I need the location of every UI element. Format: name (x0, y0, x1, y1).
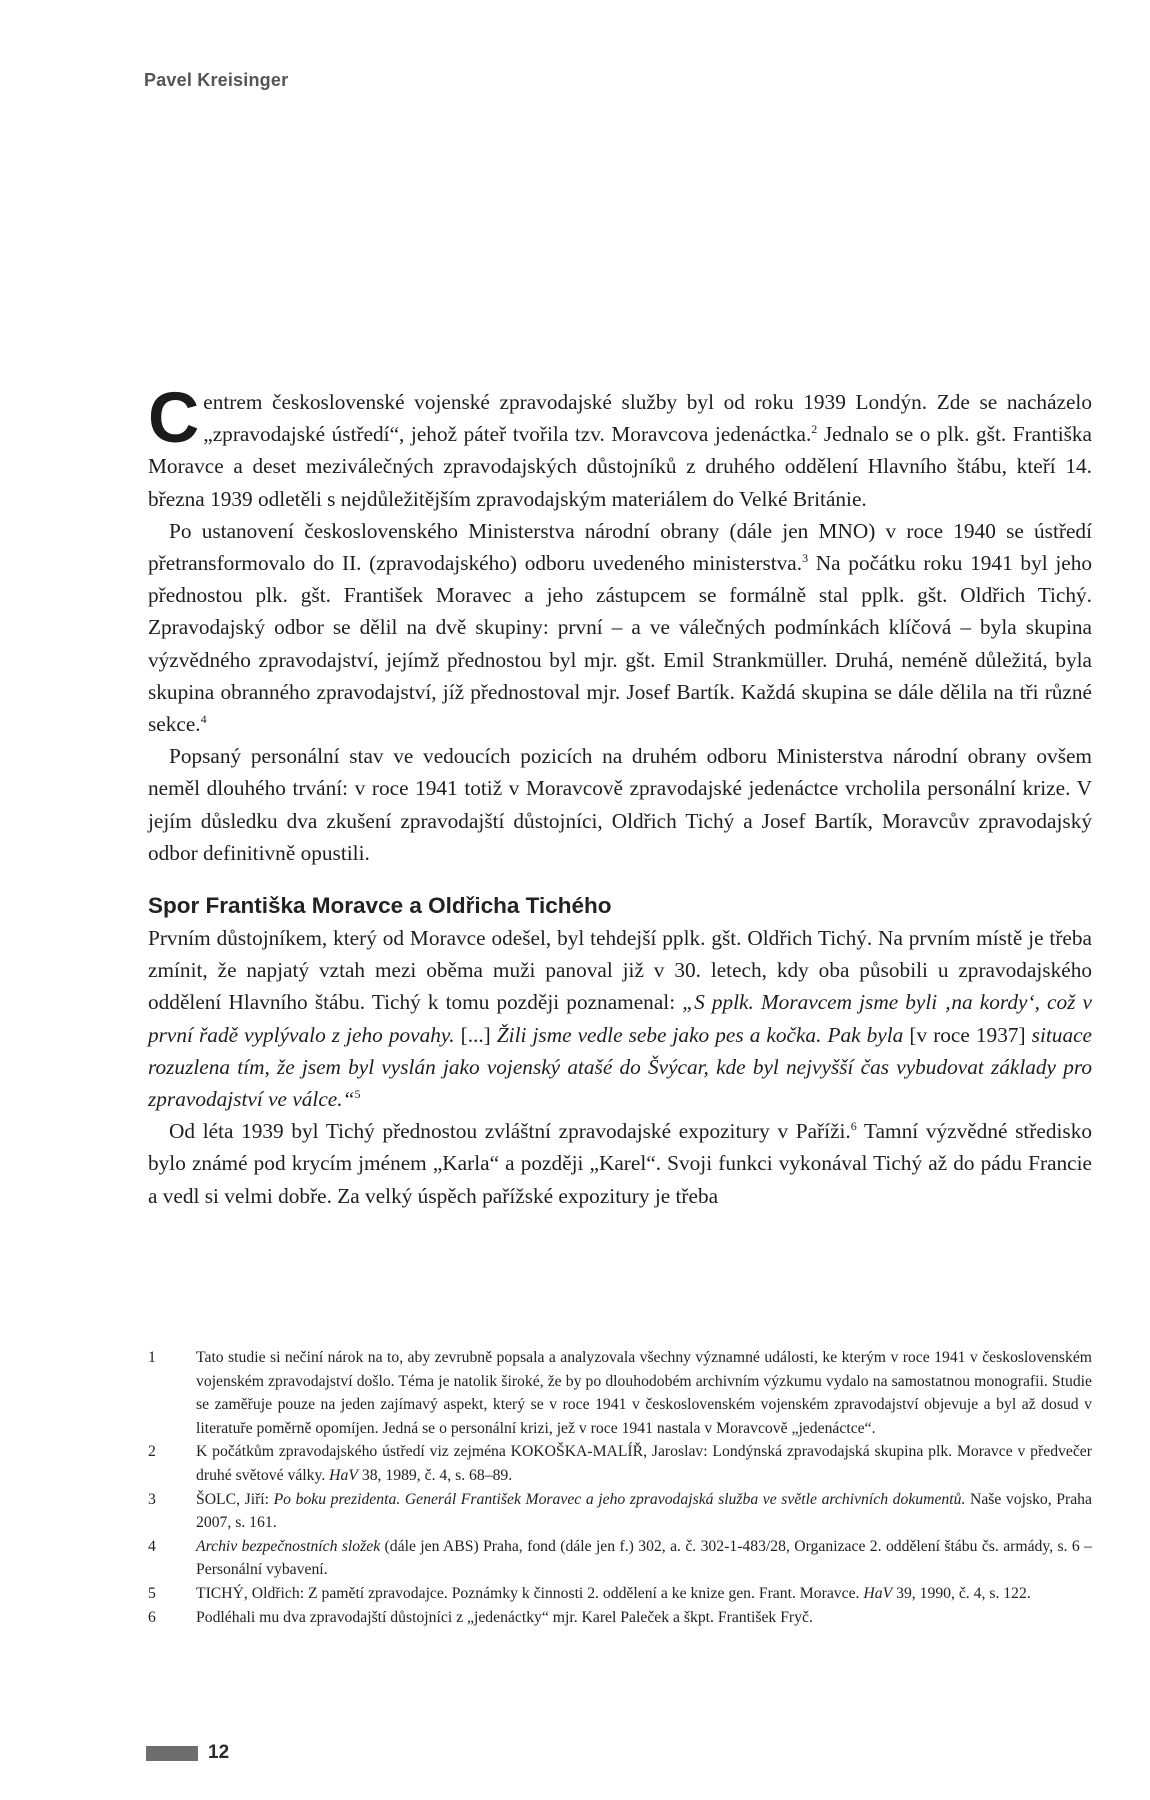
footnote (148, 1488, 1092, 1535)
page-number: 12 (208, 1742, 230, 1763)
text-run: [...] (454, 1022, 497, 1047)
footnote-text (196, 1440, 1092, 1487)
folio (146, 1742, 229, 1764)
text-run: (dále jen ABS) Praha, fond (dále jen f.) 302, a. č. 302-1-483/28, Organizace 2. oddělení štábu čs. armády, s. 6 – Personální vybavení. (196, 1537, 1092, 1579)
quote-run: Žili jsme vedle sebe jako pes a kočka. Pak byla (496, 1022, 904, 1047)
text-run: Podléhali mu dva zpravodajští důstojníci z „jedenáctky“ mjr. Karel Paleček a škpt. František Fryč. (196, 1608, 813, 1626)
quote-close: “ (342, 1087, 355, 1112)
text-run: entrem československé vojenské zpravodajské služby byl od roku 1939 Londýn. Zde se nacházelo „zpravodajské ústředí“, jehož páteř tvořila tzv. Moravcova jedenáctka. (203, 390, 1092, 447)
footnote (148, 1582, 1092, 1606)
text-run: Po ustanovení československého Ministerstva národní obrany (dále jen MNO) v roce 1940 se ústředí přetransformovalo do II. (zpravodajského) odboru uvedeného ministerstva. (148, 518, 1092, 576)
running-head: Pavel Kreisinger (144, 70, 289, 90)
footnote (148, 1606, 1092, 1630)
footnote-ref-6: 6 (850, 1119, 857, 1134)
text-run: Prvním důstojníkem, který od Moravce odešel, byl tehdejší pplk. gšt. Oldřich Tichý. Na prvním místě je třeba zmínit, že napjatý vztah mezi oběma muži panoval již v 30. letech, kdy oba působili u zpravodajského oddělení Hlavního štábu. Tichý k tomu později poznamenal: (148, 926, 1092, 1015)
text-run: Od léta 1939 byl Tichý přednostou zvláštní zpravodajské expozitury v Paříži. (169, 1119, 851, 1144)
footnote-ref-4: 4 (200, 712, 207, 727)
folio-bar (146, 1746, 198, 1761)
footnote (148, 1346, 1092, 1440)
footnote-text (196, 1606, 1092, 1630)
text-run: [v roce 1937] (903, 1022, 1032, 1047)
footnote-text (196, 1535, 1092, 1582)
italic-run: HaV (863, 1584, 893, 1602)
intro-paragraph-3: Popsaný personální stav ve vedoucích pozicích na druhém odboru Ministerstva národní obrany ovšem neměl dlouhého trvání: v roce 1941 totiž v Moravcově zpravodajské jedenáctce vrcholila personální krize. V jejím důsledku dva zkušení zpravodajští důstojníci, Oldřich Tichý a Josef Bartík, Moravcův zpravodajský odbor definitivně opustili. (148, 744, 1092, 865)
intro-paragraph-1 (148, 379, 1092, 515)
text-run: Na počátku roku 1941 byl jeho přednostou plk. gšt. František Moravec a jeho zástupcem se formálně stal pplk. gšt. Oldřich Tichý. Zpravodajský odbor se dělil na dvě skupiny: první – a ve válečných podmínkách klíčová – byla skupina výzvědného zpravodajství, jejímž přednostou byl mjr. gšt. Emil Strankmüller. Druhá, neméně důležitá, byla skupina obranného zpravodajství, jíž přednostoval mjr. Josef Bartík. Každá skupina se dále dělila na tři různé sekce. (148, 551, 1092, 737)
footnote-number: 1 (148, 1349, 156, 1366)
footnote (148, 1440, 1092, 1487)
drop-cap: C (148, 379, 200, 458)
footnote-ref-2: 2 (811, 422, 818, 437)
footnote-text (196, 1488, 1092, 1535)
text-run: Tamní výzvědné středisko bylo známé pod krycím jménem „Karla“ a později „Karel“. Svoji funkci vykonával Tichý až do pádu Francie a vedl si velmi dobře. Za velký úspěch pařížské expozitury je třeba (148, 1119, 1092, 1208)
quote-run: „S pplk. Moravcem jsme byli ‚na kordy‘, což v první řadě vyplývalo z jeho povahy. (148, 990, 1092, 1047)
italic-run: Archiv bezpečnostních složek (196, 1537, 381, 1555)
italic-run: Po boku prezidenta. Generál František Moravec a jeho zpravodajská služba ve světle archivních dokumentů. (273, 1490, 966, 1508)
intro-paragraph-2 (148, 515, 1092, 740)
text-run: ŠOLC, Jiří: (196, 1490, 274, 1508)
text-run: 39, 1990, č. 4, s. 122. (892, 1584, 1031, 1602)
footnote-ref-3: 3 (802, 551, 809, 566)
text-run: 38, 1989, č. 4, s. 68–89. (357, 1466, 513, 1484)
text-run: TICHÝ, Oldřich: Z pamětí zpravodajce. Poznámky k činnosti 2. oddělení a ke knize gen. Frant. Moravce. (196, 1584, 864, 1602)
text-run: Tato studie si nečiní nárok na to, aby zevrubně popsala a analyzovala všechny významné události, ke kterým v roce 1941 v československém vojenském zpravodajství došlo. Téma je natolik široké, že by po dlouhodobém archivním výzkumu vydalo na samostatnou monografii. Studie se zaměřuje pouze na jeden zajímavý aspekt, který se v roce 1941 v československém vojenském zpravodajství objevuje a byl až dosud v literatuře poměrně opomíjen. Jedná se o personální krizi, jež v roce 1941 nastala v Moravcově „jedenáctce“. (196, 1349, 1092, 1437)
footnote-number: 2 (148, 1443, 156, 1461)
text-run: Jednalo se o plk. gšt. Františka Moravce a deset meziválečných zpravodajských důstojníků z druhého oddělení Hlavního štábu, kteří 14. března 1939 odletěli s nejdůležitějším zpravodajským materiálem do Velké Británie. (148, 422, 1092, 511)
quote-run: situace rozuzlena tím, že jsem byl vyslán jako vojenský atašé do Švýcar, kde byl nejvyšší čas vybudovat základy pro zpravodajství ve válce. (148, 1022, 1092, 1112)
section-paragraph-2 (148, 1115, 1092, 1212)
section-heading: Spor Františka Moravce a Oldřicha Tichého (148, 893, 612, 919)
article-body (148, 379, 1092, 1212)
text-run: Naše vojsko, Praha 2007, s. 161. (196, 1490, 1092, 1532)
text-run: K počátkům zpravodajského ústředí viz zejména KOKOŠKA-MALÍŘ, Jaroslav: Londýnská zpravodajská skupina plk. Moravce v předvečer druhé světové války. (196, 1443, 1092, 1484)
footnote-ref-5: 5 (354, 1087, 361, 1102)
section-paragraph-1 (148, 922, 1092, 1115)
italic-run: HaV (329, 1466, 358, 1484)
footnote-number: 4 (148, 1537, 156, 1555)
footnote-text (196, 1346, 1092, 1440)
footnote-number: 3 (148, 1490, 156, 1508)
footnotes (148, 1346, 1092, 1629)
footnote-number: 5 (148, 1584, 156, 1602)
footnote-text (196, 1582, 1092, 1606)
footnote (148, 1535, 1092, 1582)
footnote-number: 6 (148, 1608, 156, 1626)
